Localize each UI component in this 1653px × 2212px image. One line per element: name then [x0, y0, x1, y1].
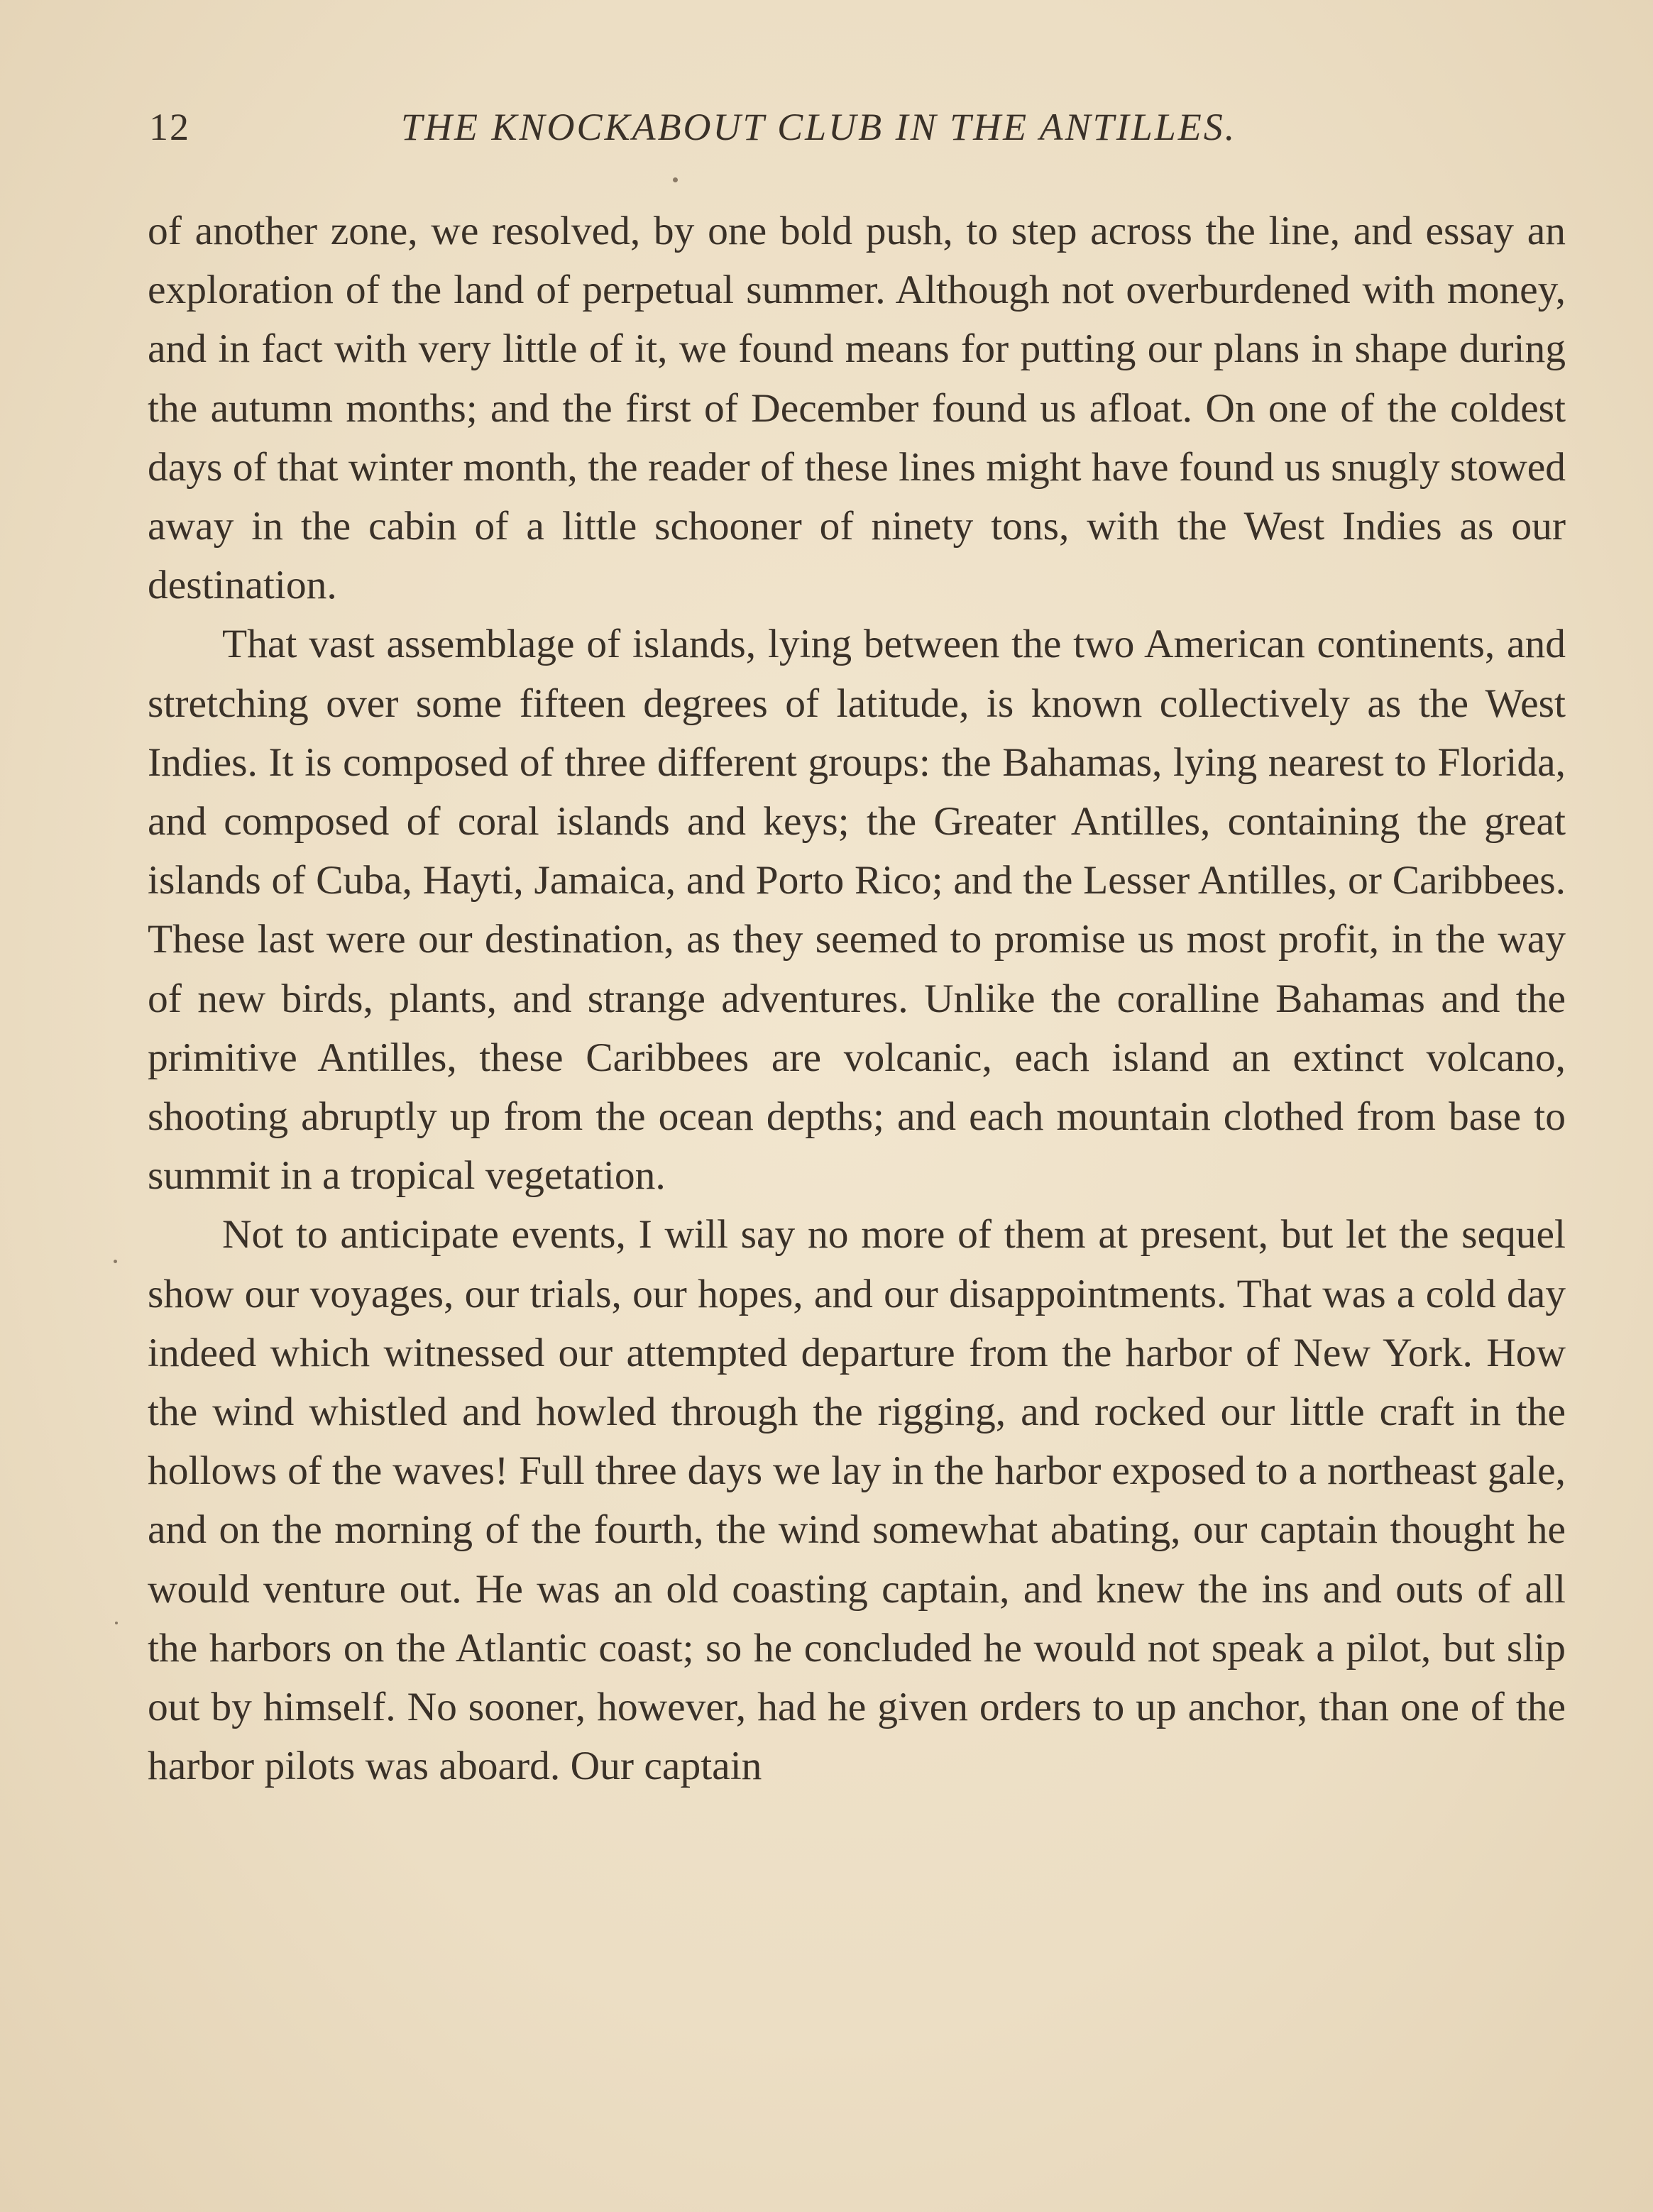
- body-text: [148, 202, 1566, 1795]
- paper-speck: [114, 1260, 117, 1263]
- running-title: THE KNOCKABOUT CLUB IN THE ANTILLES.: [401, 106, 1237, 148]
- paragraph-west-indies: That vast assemblage of islands, lying between the two American continents, and stretching over some fifteen degrees of latitude, is known collectively as the West Indies. It is composed of three different groups: the Bahamas, lying nearest to Florida, and composed of coral islands and keys; the Greater Antilles, containing the great islands of Cuba, Hayti, Jamaica, and Porto Rico; and the Lesser Antilles, or Caribbees. These last were our destination, as they seemed to promise us most profit, in the way of new birds, plants, and strange adventures. Unlike the coralline Bahamas and the primitive Antilles, these Caribbees are volcanic, each island an extinct volcano, shooting abruptly up from the ocean depths; and each mountain clothed from base to summit in a tropical vegetation.: [148, 622, 1566, 1199]
- paper-speck: [673, 177, 678, 182]
- running-head: [149, 105, 1327, 162]
- paragraph-continued: of another zone, we resolved, by one bold push, to step across the line, and essay an exploration of the land of perpetual summer. Although not overburdened with money, and in fact with very little of it, we found means for putting our plans in shape during the autumn months; and the first of December found us afloat. On one of the coldest days of that winter month, the reader of these lines might have found us snugly stowed away in the cabin of a little schooner of ninety tons, with the West Indies as our destination.: [148, 209, 1566, 608]
- paragraph-departure: Not to anticipate events, I will say no more of them at present, but let the sequel show our voyages, our trials, our hopes, and our disappointments. That was a cold day indeed which witnessed our attempted departure from the harbor of New York. How the wind whistled and howled through the rigging, and rocked our little craft in the hollows of the waves! Full three days we lay in the harbor exposed to a northeast gale, and on the morning of the fourth, the wind somewhat abating, our captain thought he would venture out. He was an old coasting captain, and knew the ins and outs of all the harbors on the Atlantic coast; so he concluded he would not speak a pilot, but slip out by himself. No sooner, however, had he given orders to up anchor, than one of the harbor pilots was aboard. Our captain: [148, 1212, 1566, 1789]
- paper-speck: [115, 1622, 118, 1624]
- page-number: 12: [149, 106, 190, 148]
